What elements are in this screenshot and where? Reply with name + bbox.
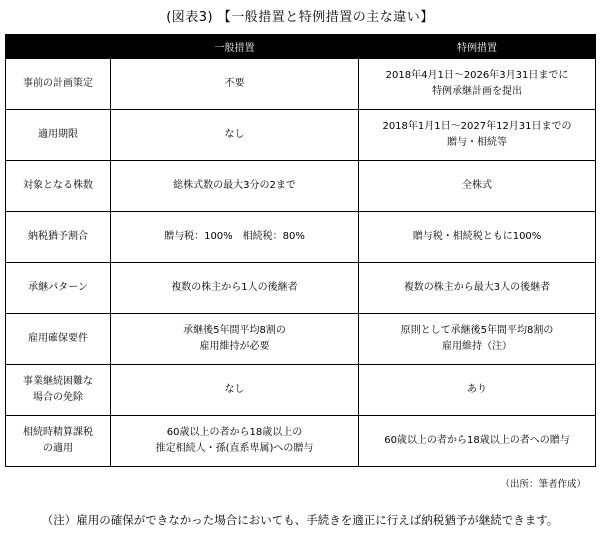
row-label-line: 納税猶予割合 (28, 231, 88, 242)
table-row (6, 416, 596, 467)
row-label-line: 事前の計画策定 (23, 78, 93, 89)
general-cell-line: 総株式数の最大3分の2まで (173, 180, 296, 191)
general-cell (111, 59, 359, 110)
general-cell-line: 承継後5年間平均8割の (183, 325, 286, 336)
special-cell (359, 314, 596, 365)
general-cell (111, 110, 359, 161)
header-corner (6, 35, 111, 59)
general-cell-line: なし (224, 384, 245, 395)
row-label-line: 承継パターン (28, 282, 88, 293)
header-general: 一般措置 (111, 35, 359, 59)
general-cell-line: 推定相続人・孫(直系卑属)への贈与 (155, 443, 314, 454)
page-title: (図表3) 【一般措置と特例措置の主な違い】 (166, 10, 434, 25)
table-row (6, 212, 596, 263)
table-row (6, 263, 596, 314)
row-label-line: 事業継続困難な (23, 376, 93, 387)
general-cell (111, 161, 359, 212)
special-cell (359, 365, 596, 416)
special-cell (359, 212, 596, 263)
general-cell (111, 314, 359, 365)
row-label-line: 場合の免除 (33, 392, 83, 403)
special-cell-line: 全株式 (462, 180, 492, 191)
general-cell (111, 416, 359, 467)
special-cell-line: 2018年4月1日～2026年3月31日までに (385, 70, 569, 81)
row-label (6, 161, 111, 212)
footnote: （注）雇用の確保ができなかった場合においても、手続きを適正に行えば納税猶予が継続できます。 (41, 513, 559, 527)
header-special: 特例措置 (359, 35, 596, 59)
table-header-row (6, 35, 596, 59)
table-row (6, 365, 596, 416)
special-cell (359, 110, 596, 161)
row-label (6, 365, 111, 416)
comparison-table (5, 34, 596, 467)
special-cell-line: 特例承継計画を提出 (432, 86, 522, 97)
general-cell (111, 212, 359, 263)
general-cell-line: 贈与税：100% 相続税：80% (164, 231, 305, 242)
row-label-line: 相続時精算課税 (23, 427, 93, 438)
source-caption: （出所：筆者作成） (500, 479, 586, 490)
row-label (6, 314, 111, 365)
row-label-line: の適用 (43, 443, 73, 454)
row-label (6, 59, 111, 110)
general-cell-line: 複数の株主から1人の後継者 (171, 282, 298, 293)
special-cell (359, 263, 596, 314)
row-label (6, 110, 111, 161)
special-cell-line: 原則として承継後5年間平均8割の (400, 325, 554, 336)
special-cell (359, 161, 596, 212)
row-label-line: 適用期限 (38, 129, 78, 140)
general-cell-line: 60歳以上の者から18歳以上の (166, 427, 303, 438)
table-row (6, 59, 596, 110)
row-label (6, 416, 111, 467)
general-cell-line: なし (224, 129, 245, 140)
special-cell (359, 416, 596, 467)
general-cell (111, 263, 359, 314)
row-label (6, 263, 111, 314)
row-label-line: 対象となる株数 (23, 180, 93, 191)
special-cell-line: 贈与税・相続税ともに100% (412, 231, 542, 242)
special-cell-line: あり (467, 384, 487, 395)
general-cell-line: 雇用維持が必要 (199, 341, 270, 352)
special-cell-line: 贈与・相続等 (447, 137, 507, 148)
general-cell (111, 365, 359, 416)
row-label-line: 雇用確保要件 (28, 333, 88, 344)
table-row (6, 161, 596, 212)
special-cell (359, 59, 596, 110)
special-cell-line: 雇用維持（注） (442, 341, 512, 352)
special-cell-line: 2018年1月1日～2027年12月31日までの (382, 121, 572, 132)
row-label (6, 212, 111, 263)
table-body (6, 59, 596, 467)
table-row (6, 110, 596, 161)
special-cell-line: 60歳以上の者から18歳以上の者への贈与 (384, 435, 570, 446)
table-row (6, 314, 596, 365)
general-cell-line: 不要 (224, 78, 245, 89)
special-cell-line: 複数の株主から最大3人の後継者 (403, 282, 551, 293)
